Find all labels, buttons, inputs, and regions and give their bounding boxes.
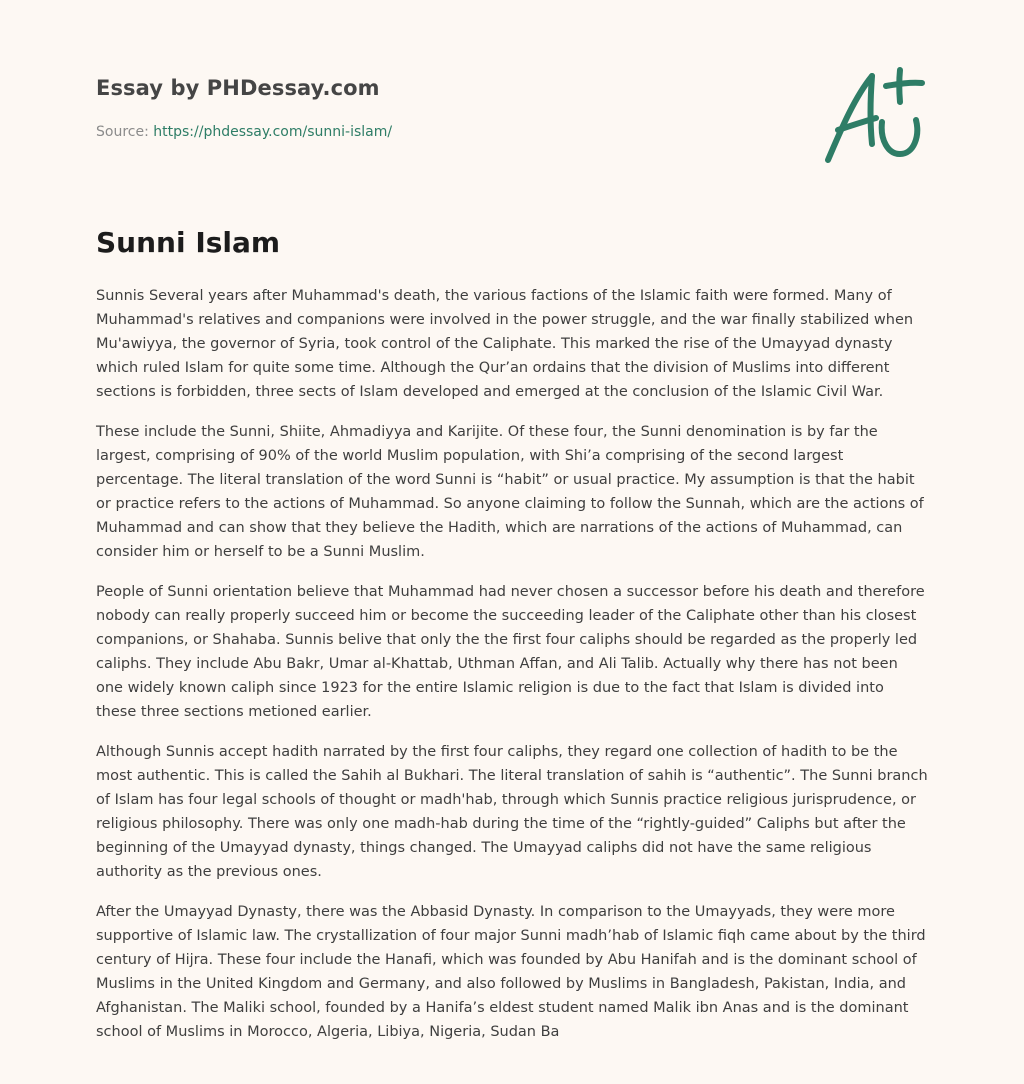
- a-plus-logo-icon: [820, 64, 932, 168]
- paragraph: Sunnis Several years after Muhammad's death, the various factions of the Islamic faith were formed. Many of Muhammad's relatives and companions were involved in the power struggle, and the war finally stabilized when Mu'awiyya, the governor of Syria, took control of the Caliphate. This marked the rise of the Umayyad dynasty which ruled Islam for quite some time. Although the Qur’an ordains that the division of Muslims into different sections is forbidden, three sects of Islam developed and emerged at the conclusion of the Islamic Civil War.: [96, 288, 914, 400]
- article-title: Sunni Islam: [96, 226, 281, 259]
- paragraph: People of Sunni orientation believe that Muhammad had never chosen a successor before his death and therefore nobody can really properly succeed him or become the succeeding leader of the Caliphate other than his closest companions, or Shahaba. Sunnis belive that only the the first four caliphs should be regarded as the properly led caliphs. They include Abu Bakr, Umar al-Khattab, Uthman Affan, and Ali Talib. Actually why there has not been one widely known caliph since 1923 for the entire Islamic religion is due to the fact that Islam is divided into these three sections metioned earlier.: [96, 584, 925, 720]
- brand-title: Essay by PHDessay.com: [96, 76, 380, 100]
- source-label: Source:: [96, 124, 149, 140]
- paragraph: These include the Sunni, Shiite, Ahmadiyya and Karijite. Of these four, the Sunni denomination is by far the largest, comprising of 90% of the world Muslim population, with Shi’a comprising of the second largest percentage. The literal translation of the word Sunni is “habit” or usual practice. My assumption is that the habit or practice refers to the actions of Muhammad. So anyone claiming to follow the Sunnah, which are the actions of Muhammad and can show that they believe the Hadith, which are narrations of the actions of Muhammad, can consider him or herself to be a Sunni Muslim.: [96, 424, 924, 560]
- article-body: [96, 284, 928, 1044]
- source-link[interactable]: https://phdessay.com/sunni-islam/: [153, 124, 393, 140]
- paragraph: After the Umayyad Dynasty, there was the Abbasid Dynasty. In comparison to the Umayyads, they were more supportive of Islamic law. The crystallization of four major Sunni madh’hab of Islamic fiqh came about by the third century of Hijra. These four include the Hanafi, which was founded by Abu Hanifah and is the dominant school of Muslims in the United Kingdom and Germany, and also followed by Muslims in Bangladesh, Pakistan, India, and Afghanistan. The Maliki school, founded by a Hanifa’s eldest student named Malik ibn Anas and is the dominant school of Muslims in Morocco, Algeria, Libiya, Nigeria, Sudan Ba: [96, 904, 926, 1040]
- paragraph: Although Sunnis accept hadith narrated by the first four caliphs, they regard one collection of hadith to be the most authentic. This is called the Sahih al Bukhari. The literal translation of sahih is “authentic”. The Sunni branch of Islam has four legal schools of thought or madh'hab, through which Sunnis practice religious jurisprudence, or religious philosophy. There was only one madh-hab during the time of the “rightly-guided” Caliphs but after the beginning of the Umayyad dynasty, things changed. The Umayyad caliphs did not have the same religious authority as the previous ones.: [96, 744, 928, 880]
- source-line: [96, 124, 392, 140]
